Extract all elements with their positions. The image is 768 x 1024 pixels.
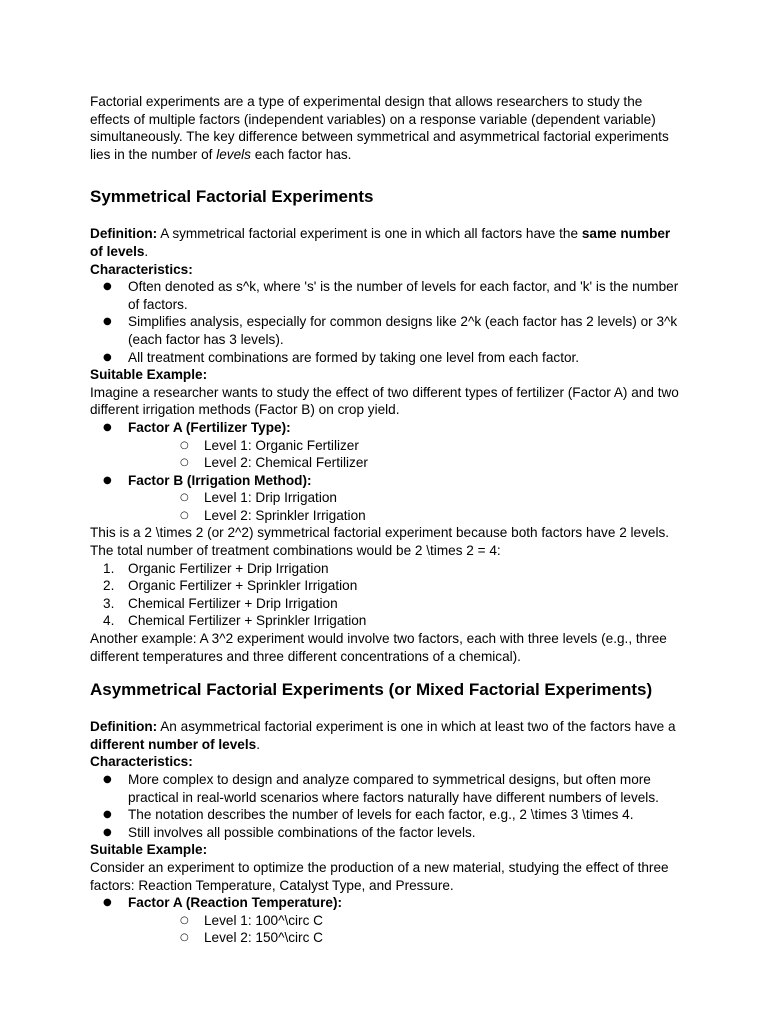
list-item: ● All treatment combinations are formed by taking one level from each factor. [90,349,682,367]
list-item: Organic Fertilizer + Sprinkler Irrigation [128,578,358,594]
symmetrical-characteristics-label [90,261,682,279]
document-body [90,93,682,947]
list-item: Chemical Fertilizer + Drip Irrigation [128,595,338,611]
factor-b-item [90,472,682,525]
definition-end: . [256,736,260,752]
definition-bold: different number of levels [90,736,257,752]
list-item: ● Simplifies analysis, especially for common designs like 2^k (each factor has 2 levels) or 3^k (each factor has 3 levels). [90,313,682,348]
list-item: ○ Level 2: Sprinkler Irrigation [128,507,682,525]
intro-emphasis: levels [216,146,251,162]
example-label: Suitable Example: [90,842,208,858]
intro-paragraph [90,93,682,163]
example-label: Suitable Example: [90,367,208,383]
list-item: ● Often denoted as s^k, where 's' is the number of levels for each factor, and 'k' is the number of factors. [90,278,682,313]
symmetrical-heading: Symmetrical Factorial Experiments [90,187,374,207]
definition-bold: same number of levels [90,226,671,259]
characteristics-label: Characteristics: [90,261,193,277]
factor-b-levels [128,489,682,524]
asymmetrical-characteristics-label [90,753,682,771]
list-item: Organic Fertilizer + Drip Irrigation [128,560,329,576]
list-item: ● Still involves all possible combinations of the factor levels. [90,824,682,842]
definition-label: Definition: [90,719,158,735]
combinations-list [90,560,682,630]
asymmetrical-example-text: Consider an experiment to optimize the production of a new material, studying the effect of three factors: Reaction Temperature, Catalyst Type, and Pressure. [90,859,669,893]
factor-a-label: Factor A (Reaction Temperature): [128,895,343,911]
list-item: ● The notation describes the number of levels for each factor, e.g., 2 \times 3 \times 4. [90,806,682,824]
list-item: ○ Level 2: 150^\circ C [128,929,682,947]
list-item: Chemical Fertilizer + Sprinkler Irrigation [128,613,367,629]
definition-text: An asymmetrical factorial experiment is one in which at least two of the factors have a [157,719,676,735]
factor-a-item [90,894,682,947]
asymmetrical-heading: Asymmetrical Factorial Experiments (or Mixed Factorial Experiments) [90,680,653,700]
intro-text: Factorial experiments are a type of experimental design that allows researchers to study the effects of multiple factors (independent variables) on a response variable (dependent variable) simultaneously. The key difference between symmetrical and asymmetrical factorial experiments lies in the number of [90,94,669,162]
factor-a-item [90,419,682,472]
asymmetrical-definition [90,718,682,753]
list-item: ○ Level 2: Chemical Fertilizer [128,454,682,472]
definition-end: . [144,243,149,259]
asymmetrical-example-label [90,841,682,859]
symmetrical-characteristics-list [90,278,682,366]
list-item: ● More complex to design and analyze compared to symmetrical designs, but often more practical in real-world scenarios where factors naturally have different numbers of levels. [90,771,682,806]
characteristics-label: Characteristics: [90,754,193,770]
definition-text: A symmetrical factorial experiment is one in which all factors have the [157,226,582,242]
another-example: Another example: A 3^2 experiment would involve two factors, each with three levels (e.g., three different temperatures and three different concentrations of a chemical). [90,631,667,664]
symmetrical-factor-list [90,419,682,525]
list-item: ○ Level 1: Organic Fertilizer [128,437,682,455]
definition-label: Definition: [90,226,158,242]
list-item: ○ Level 1: Drip Irrigation [128,489,682,507]
symmetrical-example-text: Imagine a researcher wants to study the effect of two different types of fertilizer (Factor A) and two different irrigation methods (Factor B) on crop yield. [90,384,679,418]
list-item: ○ Level 1: 100^\circ C [128,912,682,930]
symmetrical-explanation: This is a 2 \times 2 (or 2^2) symmetrical factorial experiment because both factors have 2 levels. The total number of treatment combinations would be 2 \times 2 = 4: [90,525,670,559]
asymmetrical-characteristics-list [90,771,682,841]
symmetrical-definition [90,225,682,260]
asymmetrical-factor-list [90,894,682,947]
factor-a-levels [128,437,682,472]
factor-a-label: Factor A (Fertilizer Type): [128,419,291,435]
symmetrical-example-label [90,366,682,384]
factor-a-levels [128,912,682,947]
intro-text-end: each factor has. [250,146,352,162]
factor-b-label: Factor B (Irrigation Method): [128,472,312,488]
